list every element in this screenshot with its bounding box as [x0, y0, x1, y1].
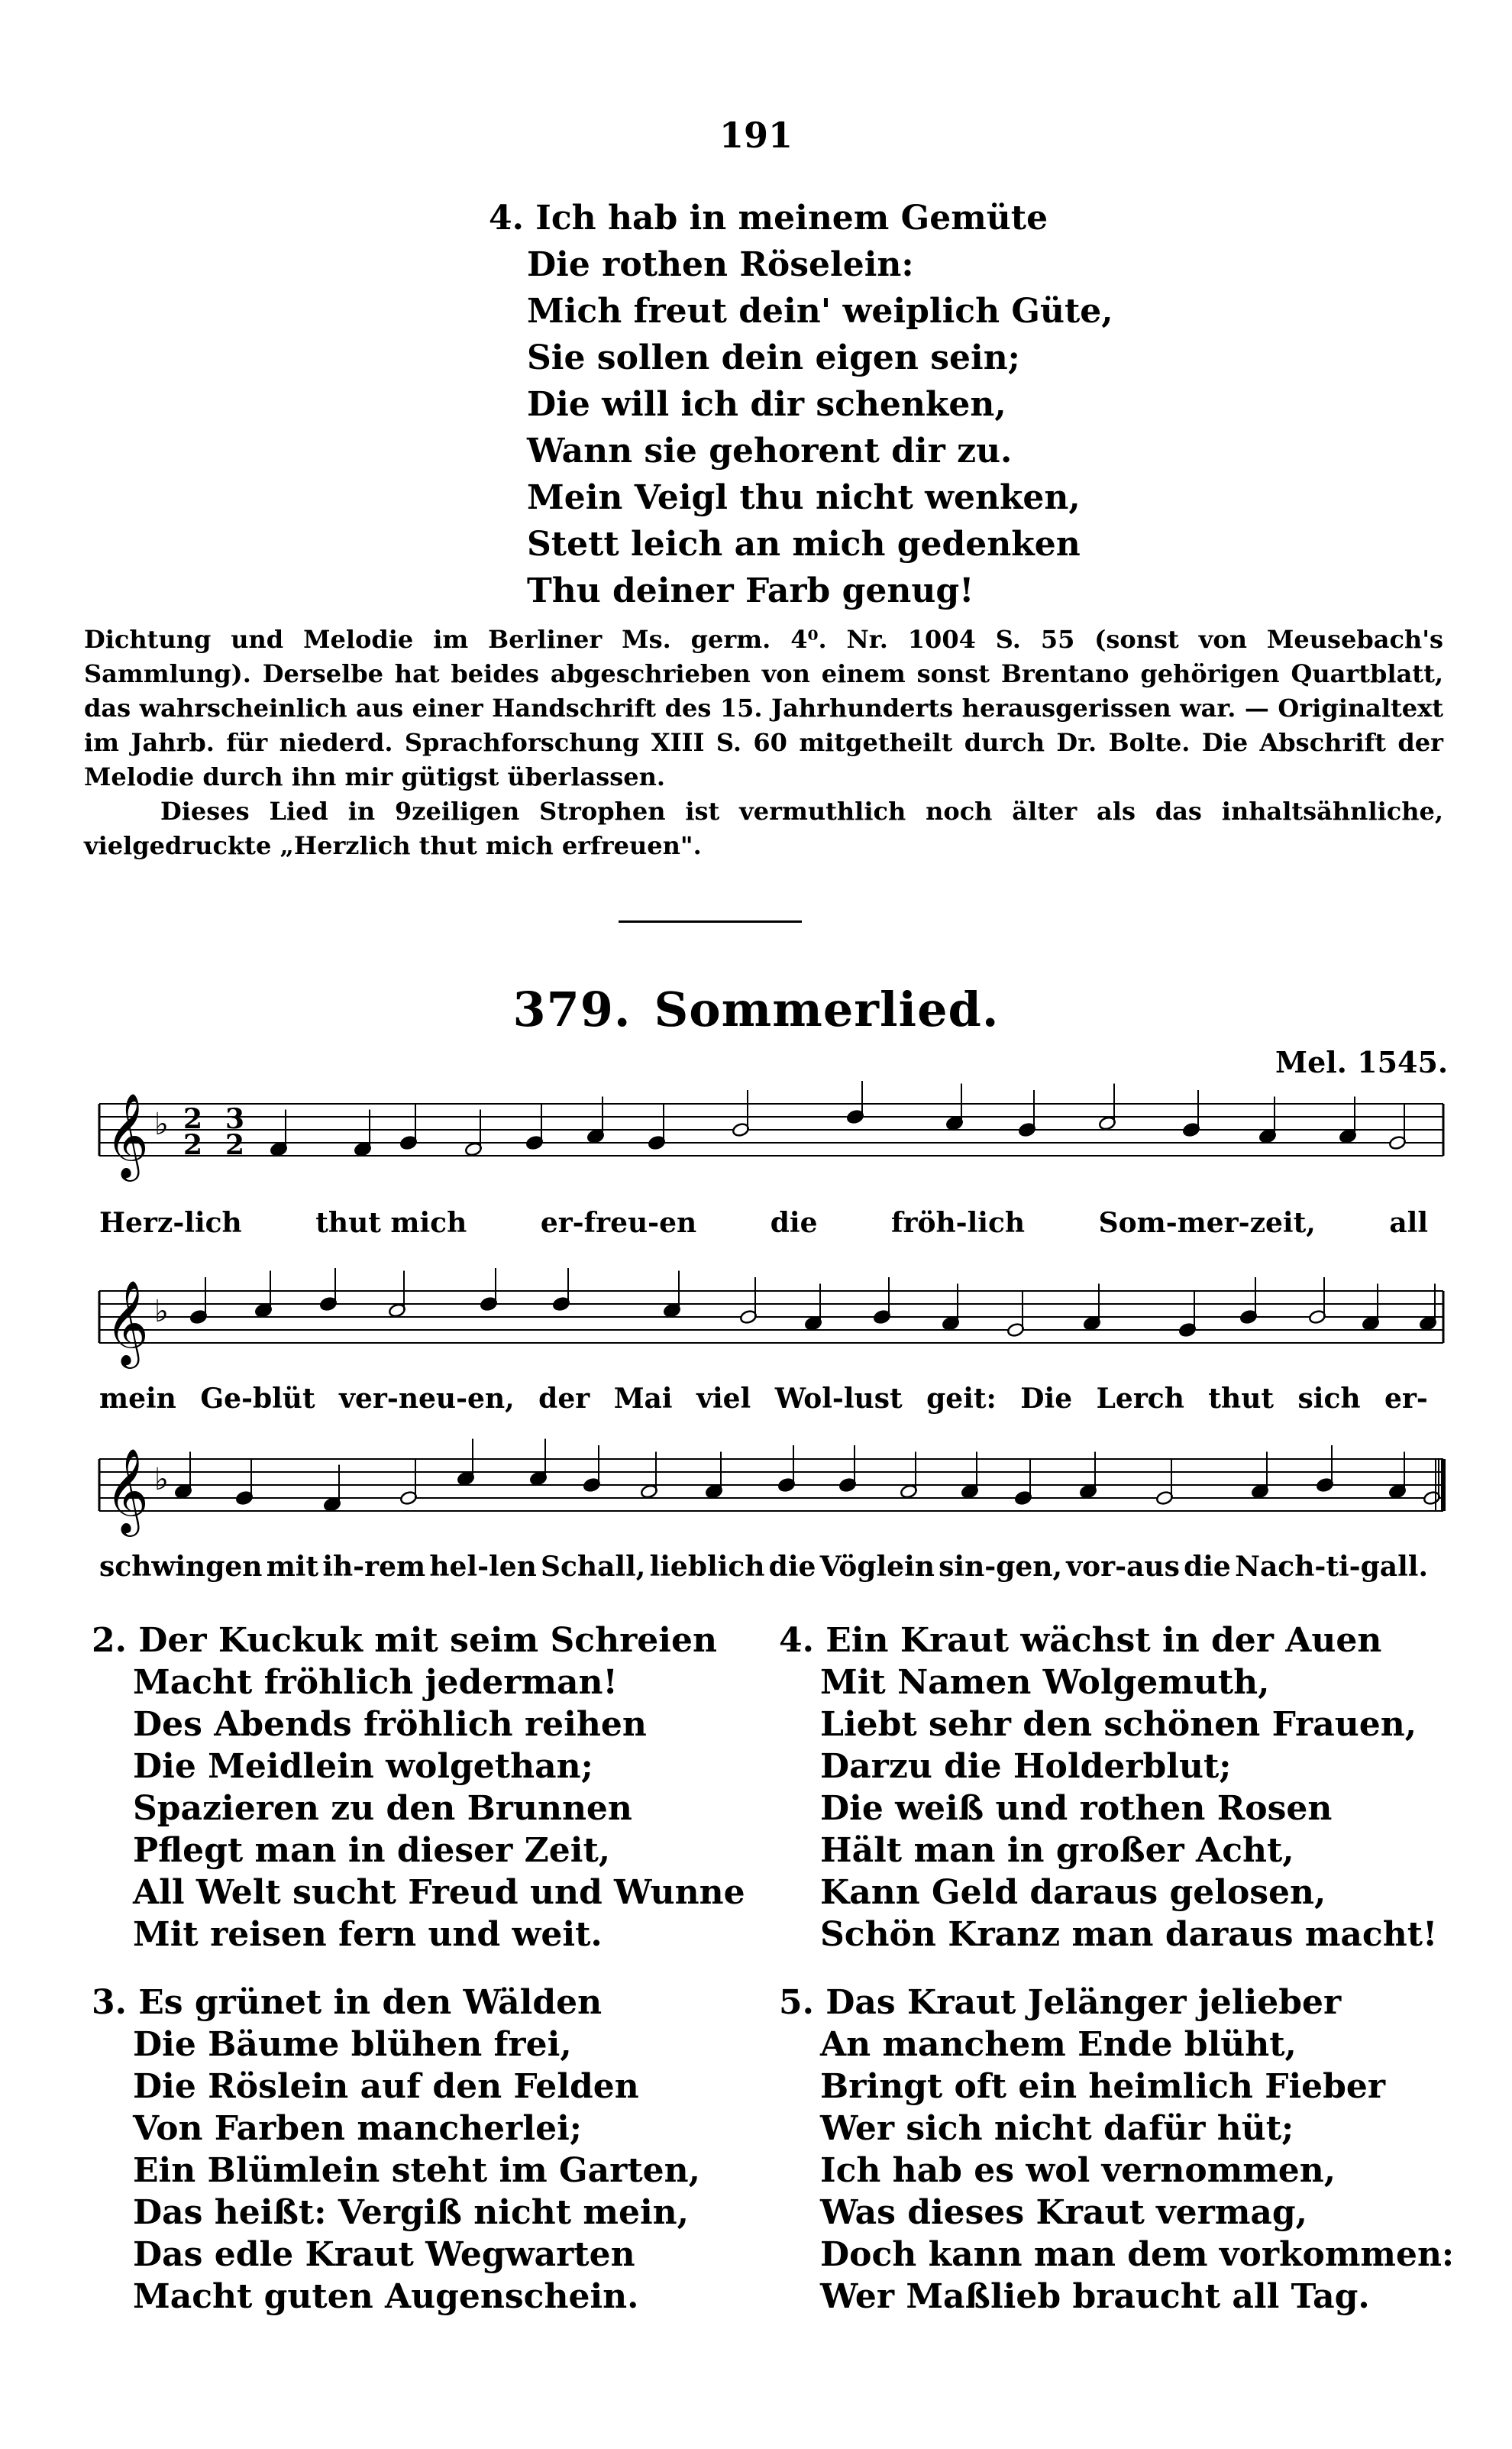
section-divider [619, 920, 802, 923]
time-signature-digit: 3 [225, 1103, 245, 1135]
lyric-syllable: Die [1020, 1383, 1073, 1415]
stanza-text: Hält man in großer Acht, [820, 1831, 1294, 1870]
stanza-line [92, 1787, 745, 1829]
verse-line [489, 568, 1113, 614]
lyric-syllable: geit: [926, 1383, 997, 1415]
stanza-line [779, 2066, 1454, 2108]
stanza-text: Bringt oft ein heimlich Fieber [820, 2067, 1386, 2106]
stanza-text: Die Bäume blühen frei, [133, 2025, 572, 2064]
stanza [92, 1982, 745, 2318]
stanza-text: Mit reisen fern und weit. [133, 1915, 603, 1954]
stanza-line [779, 1745, 1454, 1787]
stanza-line [92, 2276, 745, 2318]
time-signature-digit: 2 [183, 1103, 203, 1135]
stanza-line [92, 1745, 745, 1787]
note-paragraph-1: Dichtung und Melodie im Berliner Ms. germ. 4⁰. Nr. 1004 S. 55 (sonst von Meusebach's Sammlung). Derselbe hat beides abgeschrieben von einem sonst Brentano gehörigen Quartblatt, das wahrscheinlich aus einer Handschrift des 15. Jahrhunderts herausgerissen war. — Originaltext im Jahrb. für niederd. Sprachforschung XIII S. 60 mitgetheilt durch Dr. Bolte. Die Abschrift der Melodie durch ihn mir gütigst überlassen. [84, 625, 1443, 791]
stanza-text: Des Abends fröhlich reihen [133, 1705, 647, 1744]
verse-line [489, 241, 1113, 288]
stanza-text: Das Kraut Jelänger jelieber [825, 1983, 1342, 2022]
verse-line [489, 428, 1113, 474]
time-signature-digit: 2 [183, 1129, 203, 1161]
lyric-syllable: viel [696, 1383, 751, 1415]
stanza-line [779, 2024, 1454, 2066]
stanza-line [92, 2024, 745, 2066]
stanza-line [92, 2192, 745, 2234]
lyric-syllable: Vöglein [819, 1551, 935, 1583]
stanza-text: Die weiß und rothen Rosen [820, 1789, 1333, 1828]
verse-text: Thu deiner Farb genug! [527, 571, 974, 610]
verse-text: Mich freut dein' weiplich Güte, [527, 292, 1113, 331]
lyric-syllable: vor-aus [1066, 1551, 1180, 1583]
lyric-syllable: der [538, 1383, 590, 1415]
stanza-text: Es grünet in den Wälden [138, 1983, 603, 2022]
verse-line [489, 474, 1113, 521]
lyric-syllable: Nach-ti-gall. [1235, 1551, 1428, 1583]
stanzas-right-column [779, 1619, 1454, 2344]
lyric-syllable: Herz-lich [99, 1207, 242, 1239]
stanza-line [92, 1829, 745, 1872]
stanza-text: Das edle Kraut Wegwarten [133, 2235, 635, 2274]
treble-clef-icon: 𝄞 [105, 1092, 149, 1178]
stanza-text: Der Kuckuk mit seim Schreien [138, 1621, 717, 1660]
lyric-syllable: Wol-lust [774, 1383, 903, 1415]
verse-text: Stett leich an mich gedenken [527, 525, 1081, 564]
stanza [779, 1619, 1454, 1956]
lyrics-line-3 [99, 1551, 1428, 1583]
lyrics-line-1 [99, 1207, 1428, 1239]
verse-number: 4. [489, 199, 536, 238]
stanza-number: 5. [779, 1983, 826, 2022]
stanza-line [779, 2234, 1454, 2276]
stanza-line [92, 1661, 745, 1703]
lyric-syllable: all [1389, 1207, 1428, 1239]
stanza-line [92, 1914, 745, 1956]
stanza-text: Wer sich nicht dafür hüt; [820, 2109, 1294, 2148]
stanza-line [92, 2234, 745, 2276]
stanza-line [779, 2150, 1454, 2192]
music-staff-3 [0, 1436, 1512, 1551]
stanza-text: Liebt sehr den schönen Frauen, [820, 1705, 1417, 1744]
stanza-text: Ein Kraut wächst in der Auen [825, 1621, 1382, 1660]
stanza-line [779, 1829, 1454, 1872]
stanza-line [779, 1872, 1454, 1914]
stanza [92, 1619, 745, 1956]
stanza-text: Doch kann man dem vorkommen: [820, 2235, 1455, 2274]
verse-line [489, 195, 1113, 241]
stanza-text: Mit Namen Wolgemuth, [820, 1663, 1270, 1702]
stanza-line [779, 2108, 1454, 2150]
verse-line [489, 335, 1113, 381]
lyric-syllable: lieblich [649, 1551, 765, 1583]
flat-icon: ♭ [154, 1462, 169, 1497]
stanza-line [779, 1787, 1454, 1829]
verse-text: Ich hab in meinem Gemüte [535, 199, 1048, 238]
stanza-text: Spazieren zu den Brunnen [133, 1789, 632, 1828]
stanza [779, 1982, 1454, 2318]
lyric-syllable: thut [1208, 1383, 1274, 1415]
verse-text: Wann sie gehorent dir zu. [527, 432, 1013, 471]
page-number: 191 [719, 115, 793, 156]
lyric-syllable: die [1184, 1551, 1231, 1583]
stanza-line [779, 1703, 1454, 1745]
stanza-line [779, 2276, 1454, 2318]
lyric-syllable: die [768, 1551, 816, 1583]
treble-clef-icon: 𝄞 [105, 1448, 149, 1533]
verse-text: Sie sollen dein eigen sein; [527, 338, 1020, 377]
verse-line [489, 288, 1113, 335]
lyric-syllable: er-freu-en [540, 1207, 697, 1239]
lyric-syllable: schwingen [99, 1551, 263, 1583]
stanza-number: 3. [92, 1983, 139, 2022]
song-heading [0, 982, 1512, 1037]
verse-text: Die rothen Röselein: [527, 245, 914, 284]
verse-line [489, 381, 1113, 428]
lyric-syllable: Ge-blüt [200, 1383, 315, 1415]
lyric-syllable: ih-rem [322, 1551, 426, 1583]
lyric-syllable: fröh-lich [891, 1207, 1026, 1239]
music-staff-1 [0, 1081, 1512, 1188]
stanza-text: Was dieses Kraut vermag, [820, 2193, 1307, 2232]
stanza-text: Von Farben mancherlei; [133, 2109, 583, 2148]
lyric-syllable: Som-mer-zeit, [1098, 1207, 1316, 1239]
editorial-note [84, 623, 1443, 863]
stanza-text: An manchem Ende blüht, [820, 2025, 1297, 2064]
stanza-number: 2. [92, 1621, 139, 1660]
lyric-syllable: mein [99, 1383, 176, 1415]
stanza-text: All Welt sucht Freud und Wunne [133, 1873, 745, 1912]
song-number: 379. [512, 982, 632, 1037]
stanza-text: Das heißt: Vergiß nicht mein, [133, 2193, 689, 2232]
stanza-line [92, 1619, 745, 1661]
verse-line [489, 521, 1113, 568]
song-title: Sommerlied. [654, 982, 1000, 1037]
stanza-line [92, 1982, 745, 2024]
lyric-syllable: hel-len [429, 1551, 537, 1583]
music-staff-2 [0, 1268, 1512, 1375]
stanza-line [779, 1619, 1454, 1661]
lyric-syllable: die [770, 1207, 818, 1239]
stanza-line [92, 2108, 745, 2150]
stanza-line [92, 1703, 745, 1745]
stanza-text: Die Röslein auf den Felden [133, 2067, 639, 2106]
lyric-syllable: sin-gen, [939, 1551, 1062, 1583]
stanza-line [92, 1872, 745, 1914]
lyric-syllable: Mai [613, 1383, 673, 1415]
lyric-syllable: sich [1297, 1383, 1361, 1415]
stanza-line [779, 2192, 1454, 2234]
verse-text: Mein Veigl thu nicht wenken, [527, 478, 1081, 517]
lyric-syllable: Lerch [1096, 1383, 1184, 1415]
stanza-text: Wer Maßlieb braucht all Tag. [820, 2277, 1370, 2316]
stanza-text: Schön Kranz man daraus macht! [820, 1915, 1438, 1954]
lyric-syllable: ver-neu-en, [339, 1383, 515, 1415]
stanza-text: Die Meidlein wolgethan; [133, 1747, 593, 1786]
stanza-text: Kann Geld daraus gelosen, [820, 1873, 1326, 1912]
note-paragraph-2: Dieses Lied in 9zeiligen Strophen ist vermuthlich noch älter als das inhaltsähnliche, vielgedruckte „Herzlich thut mich erfreuen". [84, 797, 1443, 860]
lyric-syllable: er- [1384, 1383, 1428, 1415]
flat-icon: ♭ [154, 1107, 169, 1142]
stanza-text: Macht guten Augenschein. [133, 2277, 639, 2316]
stanza-line [779, 1914, 1454, 1956]
stanza-text: Ein Blümlein steht im Garten, [133, 2151, 700, 2190]
stanzas-left-column [92, 1619, 745, 2344]
stanza-number: 4. [779, 1621, 826, 1660]
stanza-line [779, 1982, 1454, 2024]
time-signature-digit: 2 [225, 1129, 245, 1161]
stanza-text: Ich hab es wol vernommen, [820, 2151, 1336, 2190]
stanza-text: Macht fröhlich jederman! [133, 1663, 618, 1702]
verse-text: Die will ich dir schenken, [527, 385, 1006, 424]
melody-reference: Mel. 1545. [1275, 1045, 1449, 1079]
lyric-syllable: Schall, [541, 1551, 646, 1583]
stanza-text: Pflegt man in dieser Zeit, [133, 1831, 611, 1870]
stanza-line [92, 2066, 745, 2108]
stanza-text: Darzu die Holderblut; [820, 1747, 1232, 1786]
lyrics-line-2 [99, 1383, 1428, 1415]
stanza-line [92, 2150, 745, 2192]
verse-4 [489, 195, 1113, 614]
flat-icon: ♭ [154, 1294, 169, 1329]
lyric-syllable: thut mich [315, 1207, 467, 1239]
stanza-line [779, 1661, 1454, 1703]
treble-clef-icon: 𝄞 [105, 1279, 149, 1365]
lyric-syllable: mit [266, 1551, 319, 1583]
